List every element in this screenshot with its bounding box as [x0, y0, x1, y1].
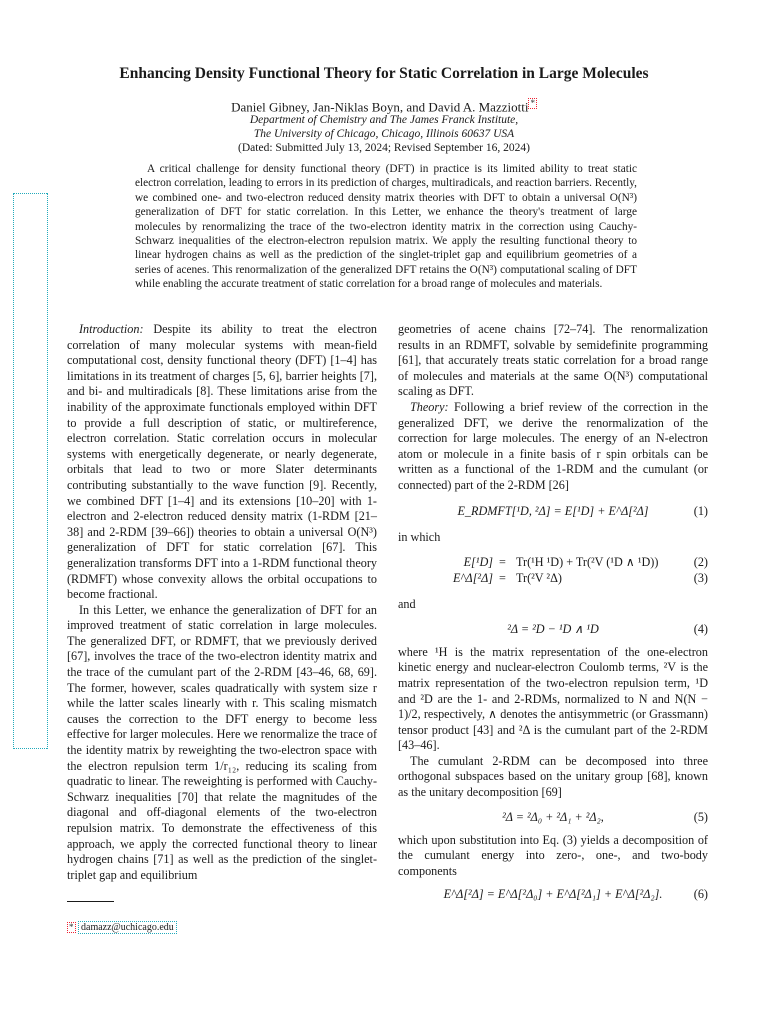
email-link[interactable]: damazz@uchicago.edu — [78, 921, 177, 934]
equation-3-number: (3) — [693, 571, 708, 586]
footnote — [67, 922, 177, 933]
equation-2: E[¹D] = Tr(¹H ¹D) + Tr(²V (¹D ∧ ¹D)) (2) — [463, 555, 708, 570]
margin-link-box — [13, 193, 48, 749]
equation-4-body: ²Δ = ²D − ¹D ∧ ¹D — [507, 621, 599, 636]
author-footnote-link[interactable]: * — [530, 98, 535, 108]
equation-3: E^Δ[²Δ] = Tr(²V ²Δ) (3) — [452, 571, 708, 586]
footnote-rule — [67, 901, 114, 902]
theory-paragraph — [398, 400, 708, 494]
intro-paragraph — [67, 322, 377, 603]
equation-5-body: ²Δ = ²Δ₀ + ²Δ₁ + ²Δ₂, — [502, 809, 604, 824]
equation-5 — [398, 801, 708, 833]
equation-2-number: (2) — [693, 555, 708, 570]
theory-text: Following a brief review of the correction in the generalized DFT, we derive the renormalization of the correction for large molecules. The energy of an N-electron atom or molecule in a finite basis of r spin orbitals can be written as a functional of the 1-RDM and the cumulant (or connected) part of the 2-RDM [26] — [398, 399, 708, 492]
equation-4 — [398, 613, 708, 645]
footnote-mark: * — [69, 922, 74, 932]
equation-1 — [398, 494, 708, 530]
paper-title: Enhancing Density Functional Theory for Static Correlation in Large Molecules — [119, 65, 649, 82]
equation-6 — [398, 879, 708, 909]
author-names: Daniel Gibney, Jan-Niklas Boyn, and David A. Mazziotti — [231, 99, 529, 115]
and-text: and — [398, 597, 416, 612]
letter-paragraph: In this Letter, we enhance the generalization of DFT for an improved treatment of static correlation in large molecules. The generalized DFT, or RDMFT, that we previously derived [67], involves the trace of the two-electron identity matrix and the trace of the cumulant part of the 2-RDM [43–46, 68, 69]. The former, however, scales quadratically with system size r while the latter scales linearly with r. This scaling mismatch causes the correction to the DFT energy to become less effective for larger molecules. Here we renormalize the trace of the identity matrix by reweighting the two-electron space with the electron repulsion term 1/r₁₂, reducing its scaling from quadratic to linear. The reweighting is performed with Cauchy-Schwarz inequalities [70] that relate the magnitudes of the diagonal and off-diagonal elements of the two-electron repulsion matrix. To demonstrate the effectiveness of this approach, we apply the corrected functional theory to linear hydrogen chains [71] as well as the prediction of the singlet-triplet gap and equilibrium — [67, 602, 377, 882]
continued-paragraph: geometries of acene chains [72–74]. The renormalization results in an RDMFT, solvable by semidefinite programming [61], that accurately treats static correlation for a broad range of molecules and materials at the same O(N³) computational scaling as DFT. — [398, 322, 708, 399]
author-list — [0, 98, 768, 115]
equation-2-lhs: E[¹D] — [463, 555, 493, 570]
definitions-paragraph: where ¹H is the matrix representation of the one-electron kinetic energy and nuclear-electron Coulomb terms, ²V is the matrix representation of the two-electron repulsion term, ¹D and ²D are the 1- and 2-RDMs, normalized to N and N(N − 1)/2, respectively, ∧ denotes the antisymmetric (or Grassmann) tensor product [43] and ²Δ is the cumulant part of the 2-RDM [43–46]. — [398, 644, 708, 753]
equation-1-body: E_RDMFT[¹D, ²Δ] = E[¹D] + E^Δ[²Δ] — [457, 503, 649, 518]
intro-label: Introduction: — [79, 322, 144, 336]
equation-2-rhs: Tr(¹H ¹D) + Tr(²V (¹D ∧ ¹D)) — [516, 555, 659, 570]
in-which-text: in which — [398, 529, 441, 544]
date-line: (Dated: Submitted July 13, 2024; Revised September 16, 2024) — [238, 142, 530, 154]
substitution-paragraph: which upon substitution into Eq. (3) yields a decomposition of the cumulant energy into zero-, one-, and two-body components — [398, 832, 708, 878]
left-column — [67, 322, 377, 883]
equation-3-rhs: Tr(²V ²Δ) — [516, 571, 562, 586]
affiliation-line-2: The University of Chicago, Chicago, Illinois 60637 USA — [253, 128, 515, 140]
equation-4-number: (4) — [693, 621, 708, 636]
theory-label: Theory: — [410, 399, 449, 414]
cumulant-paragraph: The cumulant 2-RDM can be decomposed into three orthogonal subspaces based on the unitary group [68], known as the unitary decomposition [69] — [398, 753, 708, 800]
equation-3-lhs: E^Δ[²Δ] — [452, 571, 493, 586]
equation-1-number: (1) — [693, 503, 708, 518]
affiliation-line-1: Department of Chemistry and The James Franck Institute, — [249, 114, 519, 126]
equation-5-number: (5) — [693, 809, 708, 824]
abstract: A critical challenge for density functional theory (DFT) in practice is its limited ability to treat static electron correlation, leading to errors in its prediction of charges, multiradicals, and reaction barriers. Recently, we combined one- and two-electron reduced density matrix theories with DFT to obtain a universal O(N³) generalization of DFT for static correlation. In this Letter, we enhance the theory's treatment of large molecules by renormalizing the trace of the two-electron identity matrix in the correction using Cauchy-Schwarz inequalities of the electron-electron repulsion matrix. We apply the resulting functional theory to linear hydrogen chains as well as the prediction of the singlet-triplet gap and equilibrium geometries of a series of acenes. This renormalization of the generalized DFT retains the O(N³) computational scaling of DFT while enabling the accurate treatment of static correlation for a broad range of molecules and materials. — [135, 163, 637, 291]
intro-text: Despite its ability to treat the electron correlation of many molecular systems with mean-field computational cost, density functional theory (DFT) [1–4] has limitations in its treatment of charges [5, 6], barrier heights [7], and bi- and multiradicals [8]. These limitations arise from the inability of the approximate functionals employed within DFT to provide a full description of static, or multireference, electron correlation. Static correlation occurs in molecular systems with energetically degenerate, or nearly degenerate, orbitals that lead to two or more Slater determinants contributing substantially to the wave function [9]. Recently, we combined DFT [1–4] and its extensions [10–20] with 1-electron and 2-electron reduced density matrix (1-RDM [21–38] and 2-RDM [39–66]) theories to obtain a universal O(N³) generalization of DFT for static correlation [67]. This generalization transforms DFT into a 1-RDM functional theory (RDMFT) whose convexity allows the orbital occupations to become fractional. — [67, 322, 378, 602]
equation-6-body: E^Δ[²Δ] = E^Δ[²Δ₀] + E^Δ[²Δ₁] + E^Δ[²Δ₂]. — [443, 887, 663, 902]
equation-6-number: (6) — [693, 887, 708, 902]
right-column — [398, 322, 708, 909]
